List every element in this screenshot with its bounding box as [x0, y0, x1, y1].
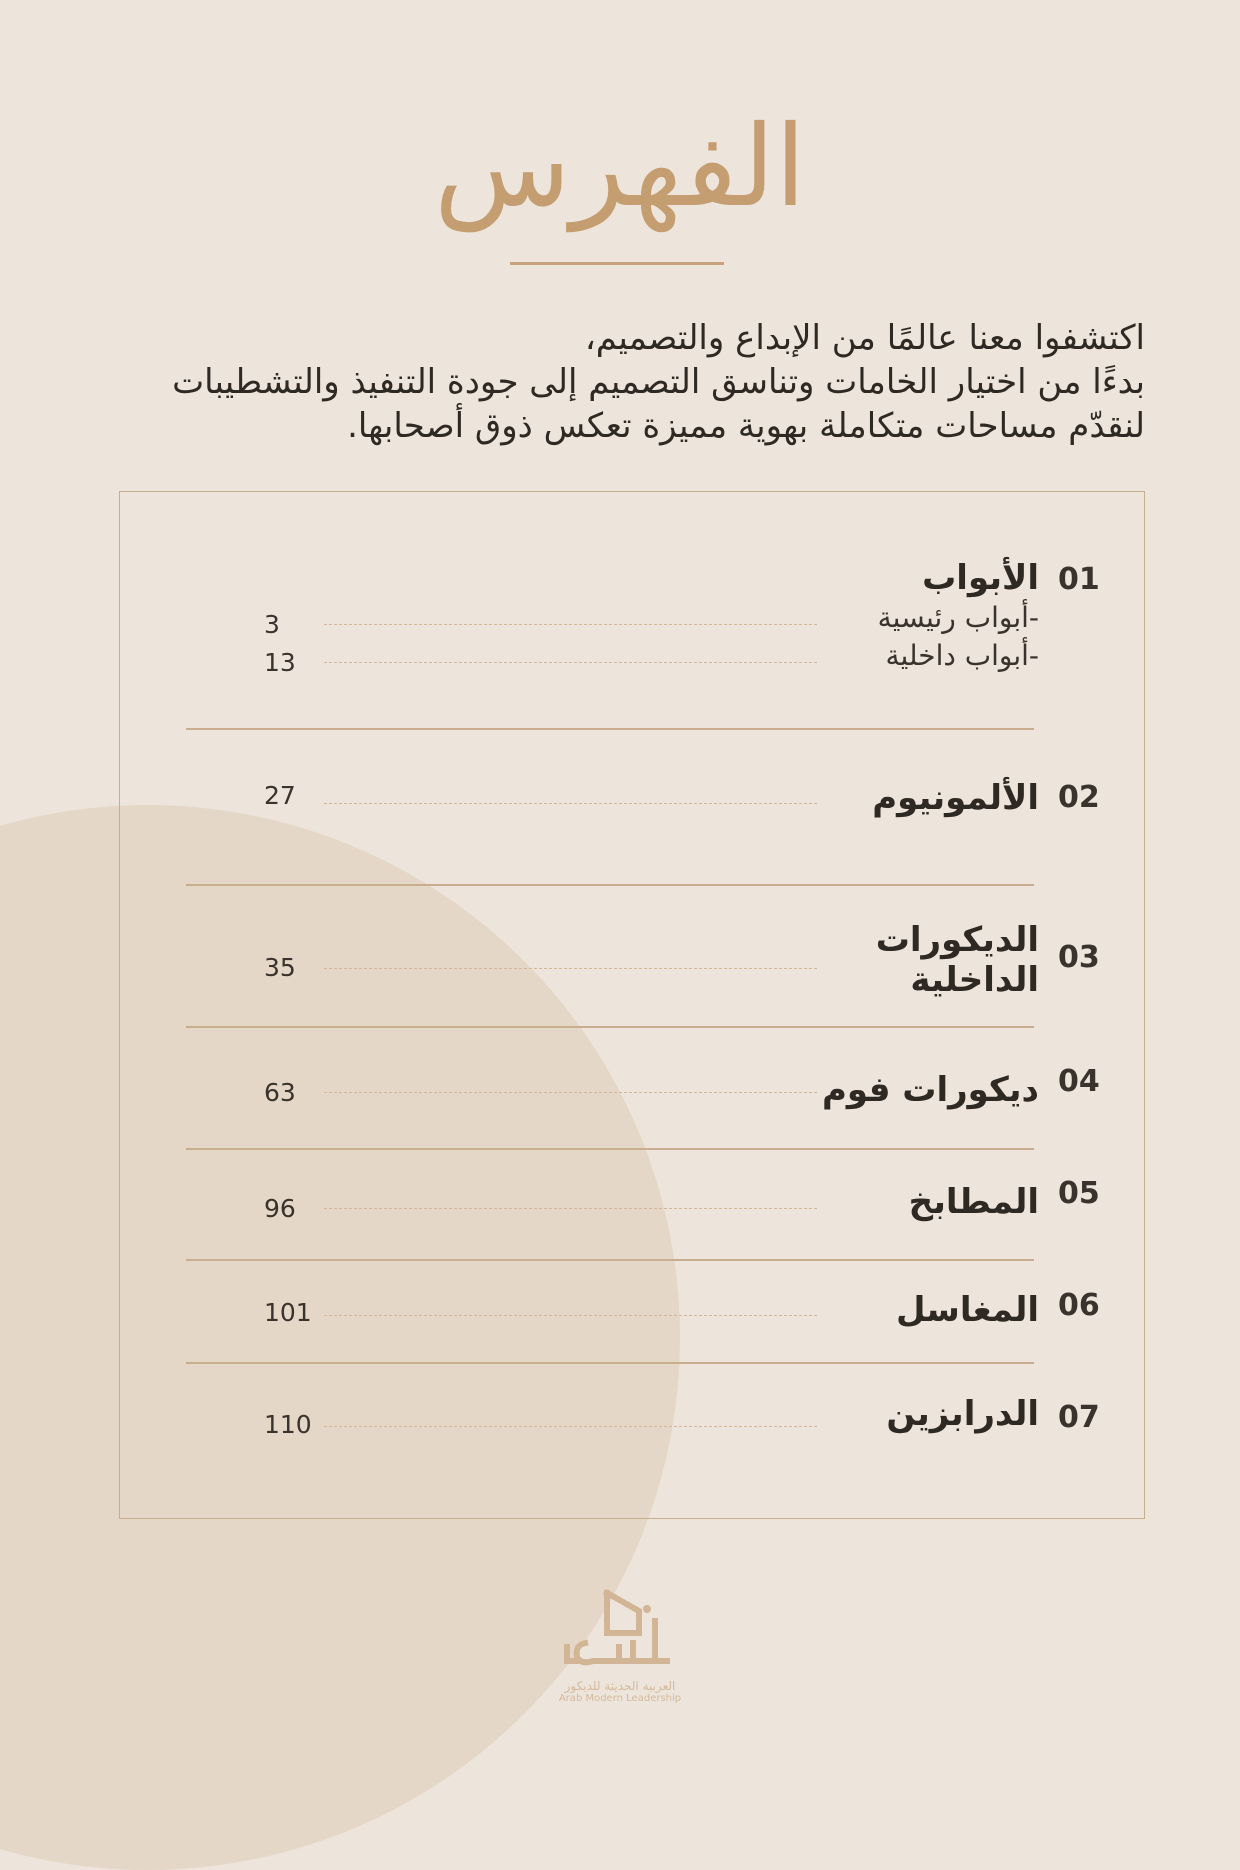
toc-number-03: 03 [1058, 940, 1100, 975]
building-logo-icon [555, 1585, 685, 1677]
intro-paragraph [45, 316, 1145, 448]
page-number: 13 [264, 648, 296, 677]
page-number: 110 [264, 1410, 312, 1439]
dot-leader [324, 1315, 817, 1316]
toc-title-foam-decor[interactable]: ديكورات فوم [821, 1070, 1039, 1110]
toc-title-interior-decor[interactable] [679, 920, 1039, 1000]
dot-leader [324, 662, 817, 663]
toc-subitem-interior-doors[interactable]: -أبواب داخلية [885, 639, 1039, 672]
toc-number-05: 05 [1058, 1176, 1100, 1211]
section-divider [186, 884, 1034, 886]
toc-number-06: 06 [1058, 1288, 1100, 1323]
section-divider [186, 1362, 1034, 1364]
dot-leader [324, 1092, 817, 1093]
section-divider [186, 1259, 1034, 1261]
page-number: 35 [264, 953, 296, 982]
toc-number-02: 02 [1058, 780, 1100, 815]
toc-number-01: 01 [1058, 562, 1100, 597]
page-number: 101 [264, 1298, 312, 1327]
dot-leader [324, 968, 817, 969]
dot-leader [324, 803, 817, 804]
page-number: 96 [264, 1194, 296, 1223]
section-divider [186, 1026, 1034, 1028]
dot-leader [324, 624, 817, 625]
intro-line-3: لنقدّم مساحات متكاملة بهوية مميزة تعكس ذوق أصحابها. [347, 406, 1145, 446]
logo-tagline-english: Arab Modern Leadership [558, 1693, 682, 1704]
logo-tagline-arabic: العربية الحديثة للديكور [564, 1679, 676, 1693]
toc-number-07: 07 [1058, 1400, 1100, 1435]
dot-leader [324, 1208, 817, 1209]
page-number: 3 [264, 610, 280, 639]
section-divider [186, 1148, 1034, 1150]
toc-title-line: الديكورات [875, 920, 1039, 960]
toc-title-kitchens[interactable]: المطابخ [908, 1182, 1039, 1222]
page-title: الفهرس [433, 102, 807, 232]
toc-number-04: 04 [1058, 1064, 1100, 1099]
company-logo [540, 1585, 700, 1720]
intro-line-2: بدءًا من اختيار الخامات وتناسق التصميم إلى جودة التنفيذ والتشطيبات [172, 362, 1145, 402]
intro-line-1: اكتشفوا معنا عالمًا من الإبداع والتصميم، [584, 318, 1145, 358]
toc-title-sinks[interactable]: المغاسل [896, 1290, 1039, 1330]
dot-leader [324, 1426, 817, 1427]
page-number: 27 [264, 781, 296, 810]
toc-title-line: الداخلية [910, 960, 1039, 1000]
section-divider [186, 728, 1034, 730]
toc-subitem-main-doors[interactable]: -أبواب رئيسية [877, 601, 1039, 634]
toc-title-railings[interactable]: الدرابزين [886, 1394, 1039, 1434]
toc-title-doors[interactable]: الأبواب [922, 558, 1039, 598]
toc-title-aluminium[interactable]: الألمونيوم [872, 778, 1039, 818]
title-underline [510, 262, 724, 265]
page-number: 63 [264, 1078, 296, 1107]
